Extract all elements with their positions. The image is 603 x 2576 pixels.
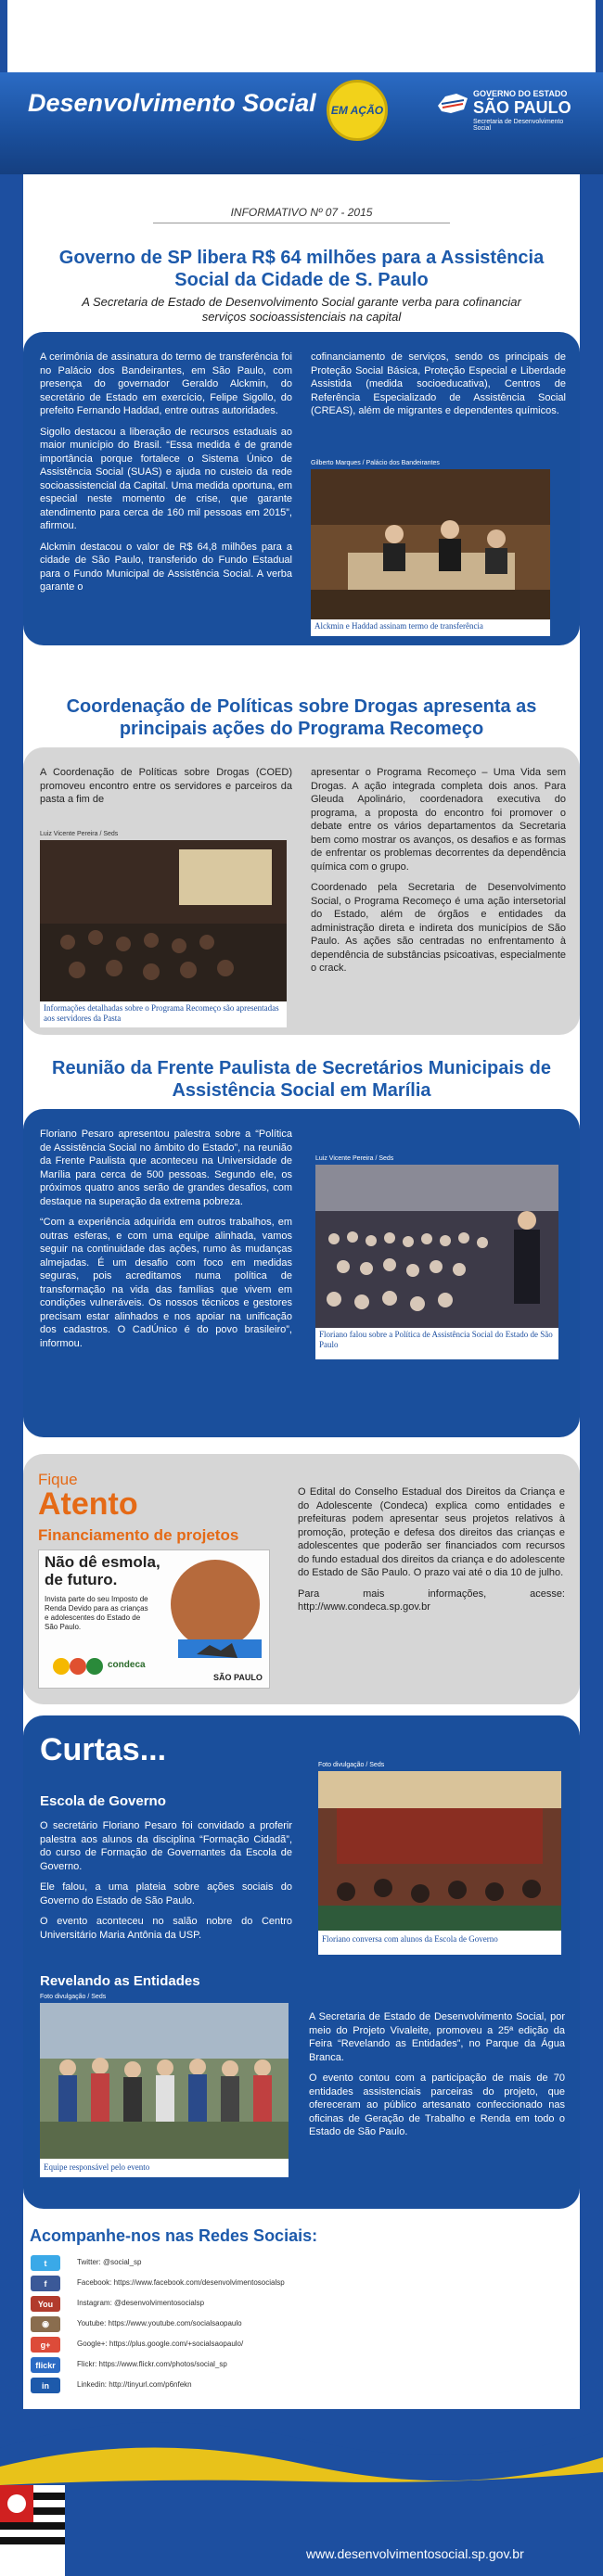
escola-governo-photo	[318, 1771, 561, 1931]
article1-subhead: A Secretaria de Estado de Desenvolvimento Social garante verba para cofinanciar serviços socioassistenciais na capital	[82, 295, 521, 324]
ad-body: Invista parte do seu Imposto de Renda Devido para as crianças e adolescentes do Estado de São Paulo.	[45, 1595, 148, 1631]
header-banner	[0, 72, 603, 174]
article3-paragraph: Floriano Pesaro apresentou palestra sobre a “Política de Assistência Social no âmbito do Estado”, na reunião da Frente Paulista que aconteceu na Universidade de Marília para cerca de 500 pessoas. Segundo ele, os próximos quatro anos serão de grandes desafios, com destaque na superação da extrema pobreza.	[40, 1129, 292, 1207]
social-link-text[interactable]: Twitter: @social_sp	[77, 2258, 142, 2266]
article2-panel	[23, 747, 580, 1035]
gov-line2: SÃO PAULO	[473, 98, 571, 117]
financiamento-label: Financiamento de projetos	[38, 1526, 239, 1544]
signing-ceremony-photo	[311, 469, 550, 619]
social-link[interactable]	[31, 2357, 550, 2376]
informativo-number: INFORMATIVO Nº 07 - 2015	[230, 206, 373, 219]
photo-caption: Floriano falou sobre a Política de Assistência Social do Estado de São Paulo	[319, 1330, 553, 1349]
social-link[interactable]	[31, 2276, 550, 2294]
photo-credit: Foto divulgação / Seds	[318, 1762, 385, 1768]
article1-paragraph: cofinanciamento de serviços, sendo os principais de Proteção Social Básica, Proteção Especial e Liberdade Assistida (medida socioeducativa), Centros de Referência Especializado de Assistência Social (CREAS), além de migrantes e dependentes químicos.	[311, 351, 566, 416]
top-blank-area	[7, 0, 596, 72]
social-link-text[interactable]: Linkedin: http://tinyurl.com/p6nfekn	[77, 2380, 192, 2389]
fique-atento-link[interactable]: Para mais informações, acesse: http://www.condeca.sp.gov.br	[298, 1588, 565, 1613]
twitter-icon[interactable]: t	[31, 2255, 60, 2271]
footer-website-link[interactable]: www.desenvolvimentosocial.sp.gov.br	[306, 2546, 524, 2561]
curtas-title: Curtas...	[40, 1732, 167, 1767]
photo-credit: Luiz Vicente Pereira / Seds	[40, 831, 119, 837]
revelando-text	[309, 2010, 565, 2147]
social-link-text[interactable]: Google+: https://plus.google.com/+socialsaopaulo/	[77, 2340, 244, 2348]
article1-headline: Governo de SP libera R$ 64 milhões para a Assistência Social da Cidade de S. Paulo	[58, 248, 545, 290]
linkedin-icon[interactable]: in	[31, 2378, 60, 2393]
ad-headline-1: Não dê esmola,	[45, 1553, 160, 1571]
article2-headline: Coordenação de Políticas sobre Drogas apresenta as principais ações do Programa Recomeço	[66, 696, 537, 739]
fique-atento-panel	[23, 1454, 580, 1704]
article3-paragraph: “Com a experiência adquirida em outros trabalhos, em outras esferas, e com uma equipe alinhada, vamos seguir na continuidade das ações, rumo às mudanças almejadas. É um desafio com foco em medidas seguras, pois acreditamos numa política de transformação na vida das famílias que vivem em condições vulneráveis. Os nossos técnicos e gestores precisam estar alinhados e nos apoiar na unificação dos cadastros. O CadÚnico é do povo brasileiro”, informou.	[40, 1217, 292, 1349]
fique-atento-paragraph: O Edital do Conselho Estadual dos Direitos da Criança e do Adolescente (Condeca) explica como entidades e prefeituras podem apresentar seus projetos relativos à promoção, proteção e defesa dos direitos das crianças e adolescentes que poderão ser financiados com recursos do fundo estadual dos direitos da criança e do adolescente do Estado de São Paulo. O prazo vai até o dia 10 de julho.	[298, 1486, 565, 1578]
sp-map-icon	[436, 91, 469, 115]
seal-text: EM AÇÃO	[330, 104, 384, 117]
revelando-photo-frame	[40, 2003, 289, 2177]
photo-caption: Equipe responsável pelo evento	[44, 2162, 150, 2172]
escola-text	[40, 1819, 292, 1949]
escola-photo-frame	[318, 1771, 561, 1955]
revelando-paragraph: O evento contou com a participação de mais de 70 entidades assistenciais parceiras do projeto, que ofereceram ao público artesanato confeccionado nas oficinas de Geração de Trabalho e Renda em todo o Estado de São Paulo.	[309, 2072, 565, 2137]
escola-paragraph: O secretário Floriano Pesaro foi convidado a proferir palestra aos alunos da disciplina “Formação Cidadã”, do curso de Formação de Governantes da Escola de Governo.	[40, 1820, 292, 1872]
photo-caption: Floriano conversa com alunos da Escola de Governo	[322, 1934, 498, 1944]
article3-panel	[23, 1109, 580, 1437]
escola-title: Escola de Governo	[40, 1793, 166, 1809]
article1-col2	[311, 351, 566, 426]
ad-gov-logo: SÃO PAULO	[213, 1673, 263, 1682]
fique-atento-text	[298, 1486, 565, 1622]
article1-photo-frame	[311, 469, 550, 636]
social-link[interactable]	[31, 2255, 550, 2274]
sp-flag-icon	[0, 2485, 65, 2576]
social-title: Acompanhe-nos nas Redes Sociais:	[30, 2226, 318, 2245]
instagram-icon[interactable]: You	[31, 2296, 60, 2312]
photo-credit: Gilberto Marques / Palácio dos Bandeirantes	[311, 460, 440, 466]
condeca-ad	[38, 1549, 270, 1689]
article2-paragraph: A Coordenação de Políticas sobre Drogas (COED) promoveu encontro entre os servidores e parceiros da pasta a fim de	[40, 767, 292, 805]
gov-sp-logo	[436, 89, 580, 135]
social-link[interactable]	[31, 2316, 550, 2335]
social-link-text[interactable]: Youtube: https://www.youtube.com/socialsaopaulo	[77, 2319, 242, 2327]
article1-col1	[40, 351, 292, 602]
curtas-panel	[23, 1715, 580, 2209]
fique-label: Fique	[38, 1471, 78, 1488]
article2-photo-frame	[40, 840, 287, 1027]
social-link-text[interactable]: Flickr: https://www.flickr.com/photos/social_sp	[77, 2360, 227, 2368]
photo-caption: Alckmin e Haddad assinam termo de transferência	[314, 621, 483, 631]
article3-photo-frame	[315, 1165, 558, 1359]
social-link-text[interactable]: Instagram: @desenvolvimentosocialsp	[77, 2299, 205, 2307]
newsletter-title: Desenvolvimento Social	[28, 89, 316, 117]
photo-credit: Luiz Vicente Pereira / Seds	[315, 1155, 394, 1162]
gov-line1: GOVERNO DO ESTADO	[473, 89, 568, 98]
escola-paragraph: Ele falou, a uma plateia sobre ações sociais do Governo do Estado de São Paulo.	[40, 1881, 292, 1906]
ad-condeca: condeca	[108, 1660, 146, 1670]
youtube-icon[interactable]: ◉	[31, 2316, 60, 2332]
article2-col2	[311, 766, 566, 983]
flickr-icon[interactable]: flickr	[31, 2357, 60, 2373]
article1-paragraph: Sigollo destacou a liberação de recursos estaduais ao maior município do Brasil. “Essa medida é de grande importância porque fortalece o Sistema Único de Assistência Social (SUAS) e ajuda no custeio da rede socioassistencial da Capital. Uma medida oportuna, em especial neste momento de crise, que garante atendimento para cerca de 160 mil pessoas em 2015”, afirmou.	[40, 426, 292, 531]
photo-credit: Foto divulgação / Seds	[40, 1994, 107, 2000]
article1-paragraph: Alckmin destacou o valor de R$ 64,8 milhões para a cidade de São Paulo, transferido do Fundo Estadual para o Fundo Municipal de Assistência Social. A verba garante o	[40, 541, 292, 593]
gov-line3: Secretaria de Desenvolvimento Social	[473, 119, 564, 132]
social-link[interactable]	[31, 2337, 550, 2355]
em-acao-seal	[327, 80, 388, 141]
social-link[interactable]	[31, 2296, 550, 2315]
ad-headline-2: de futuro.	[45, 1571, 118, 1588]
social-link-text[interactable]: Facebook: https://www.facebook.com/desenvolvimentosocialsp	[77, 2278, 285, 2287]
revelando-team-photo	[40, 2003, 289, 2159]
article3-col1	[40, 1128, 292, 1358]
revelando-paragraph: A Secretaria de Estado de Desenvolvimento Social, por meio do Projeto Vivaleite, promoveu a 25ª edição da Feira “Revelando as Entidades”, no Parque da Água Branca.	[309, 2011, 565, 2063]
revelando-title: Revelando as Entidades	[40, 1973, 200, 1989]
escola-paragraph: O evento aconteceu no salão nobre do Centro Universitário Maria Antônia da USP.	[40, 1916, 292, 1941]
atento-label: Atento	[38, 1486, 138, 1522]
auditorium-photo	[40, 840, 287, 1001]
article2-paragraph: apresentar o Programa Recomeço – Uma Vida sem Drogas. A ação integrada completa dois anos. Para Gleuda Apolinário, coordenadora executiva do programa, a proposta do encontro foi promover o debate entre os vários departamentos da Secretaria bem como mostrar os avanços, os desafios e as formas de enfrentar os problemas decorrentes da dependência química com o grupo.	[311, 767, 566, 873]
facebook-icon[interactable]: f	[31, 2276, 60, 2291]
article2-paragraph: Coordenado pela Secretaria de Desenvolvimento Social, o Programa Recomeço é uma ação intersetorial do Estado, além de órgãos e entidades da administração direta e indireta dos municípios de São Paulo. As ações são centradas no enfrentamento à dependência de substâncias psicoativas, especialmente o crack.	[311, 882, 566, 974]
article1-panel	[23, 332, 580, 645]
article3-headline: Reunião da Frente Paulista de Secretários Municipais de Assistência Social em Marília	[52, 1058, 551, 1101]
photo-caption: Informações detalhadas sobre o Programa Recomeço são apresentadas aos servidores da Pasta	[44, 1003, 279, 1023]
content-area	[23, 174, 580, 2409]
article2-col1	[40, 766, 292, 814]
marilia-meeting-photo	[315, 1165, 558, 1328]
googleplus-icon[interactable]: g+	[31, 2337, 60, 2353]
article1-paragraph: A cerimônia de assinatura do termo de transferência foi no Palácio dos Bandeirantes, em São Paulo, com presença do governador Geraldo Alckmin, do secretário de Estado em exercício, Felipe Sigollo, do prefeito Fernando Haddad, entre outras autoridades.	[40, 351, 292, 416]
